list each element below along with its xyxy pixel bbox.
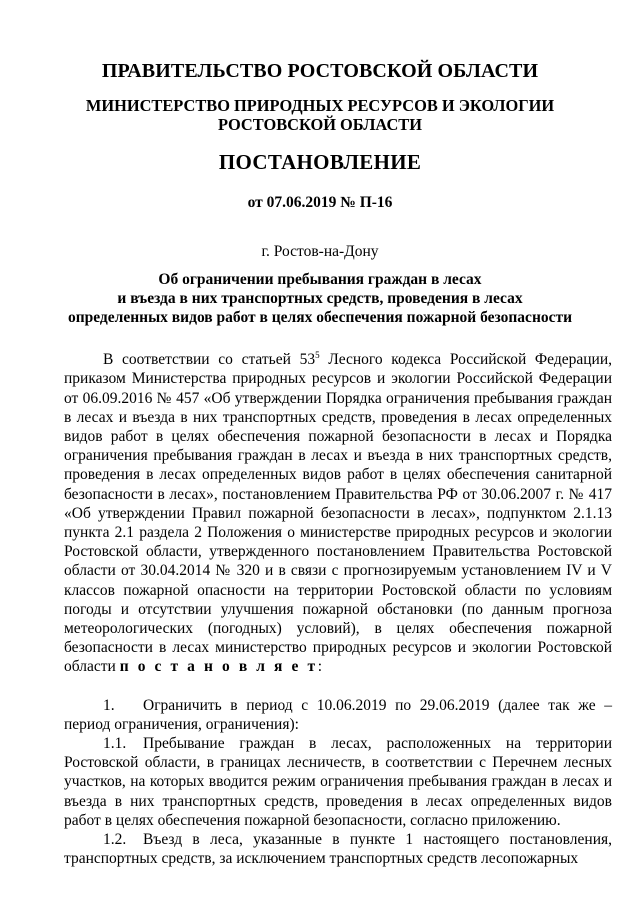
preamble-paragraph [64,346,612,677]
item-1-1 [64,734,612,830]
document-city: г. Ростов-на-Дону [261,242,379,260]
title-line-2: и въезда в них транспортных средств, проведения в лесах [117,290,523,307]
document-date-number: от 07.06.2019 № П-16 [247,194,393,211]
item-1-2 [64,830,612,868]
decree-colon: : [317,658,322,676]
item-1-1-number: 1.1. [103,735,127,753]
document-body [64,346,612,868]
title-line-1: Об ограничении пребывания граждан в лесах [158,271,482,288]
item-1-text: Ограничить в период с 10.06.2019 по 29.06.2019 (далее так же – период ограничения, ограничения): [64,696,612,733]
item-1-1-text: Пребывание граждан в лесах, расположенных на территории Ростовской области, в границах лесничеств, в соответствии с Перечнем лесных участков, на которых вводится режим ограничения пребывания граждан в лесах и въезда в них транспортных средств, проведения в лесах определенных видов работ в целях обеспечения пожарной безопасности, согласно приложению. [64,735,612,829]
paragraph-gap [64,677,612,696]
ministry-heading [0,97,640,134]
document-type: ПОСТАНОВЛЕНИЕ [218,150,422,174]
article-superscript: 5 [315,350,320,360]
decree-word: п о с т а н о в л я е т [119,658,318,676]
document-title [0,270,640,327]
item-1-2-text: Въезд в леса, указанные в пункте 1 настоящего постановления, транспортных средств, за исключением транспортных средств лесопожарных [64,831,612,868]
item-1-number: 1. [103,696,115,714]
item-1 [64,696,612,734]
government-heading: ПРАВИТЕЛЬСТВО РОСТОВСКОЙ ОБЛАСТИ [101,60,539,82]
title-line-3: определенных видов работ в целях обеспечения пожарной безопасности [67,309,573,326]
preamble-text-2: Лесного кодекса Российской Федерации, приказом Министерства природных ресурсов и экологии Российской Федерации от 06.09.2016 № 457 «Об утверждении Порядка ограничения пребывания граждан в лесах и въезда в них транспортных средств, проведения в лесах определенных видов работ в целях обеспечения пожарной безопасности в лесах и Порядка ограничения пребывания граждан в лесах и въезда в них транспортных средств, проведения в лесах определенных видов работ в целях обеспечения санитарной безопасности в лесах», постановлением Правительства РФ от 30.06.2007 г. № 417 «Об утверждении Правил пожарной безопасности в лесах», подпунктом 2.1.13 пункта 2.1 раздела 2 Положения о министерстве природных ресурсов и экологии Ростовской области, утвержденного постановлением Правительства Ростовской области от 30.04.2014 № 320 и в связи с прогнозируемым установлением IV и V классов пожарной опасности на территории Ростовской области по условиям погоды и отсутствии улучшения пожарной обстановки (по данным прогноза метеорологических (погодных) условий), в целях обеспечения пожарной безопасности в лесах министерство природных ресурсов и экологии Ростовской области [64,351,613,676]
ministry-line-2: РОСТОВСКОЙ ОБЛАСТИ [218,114,422,134]
preamble-text-1: В соответствии со статьей 53 [103,351,316,369]
item-1-2-number: 1.2. [103,831,127,849]
ministry-line-1: МИНИСТЕРСТВО ПРИРОДНЫХ РЕСУРСОВ И ЭКОЛОГИИ [85,96,555,115]
